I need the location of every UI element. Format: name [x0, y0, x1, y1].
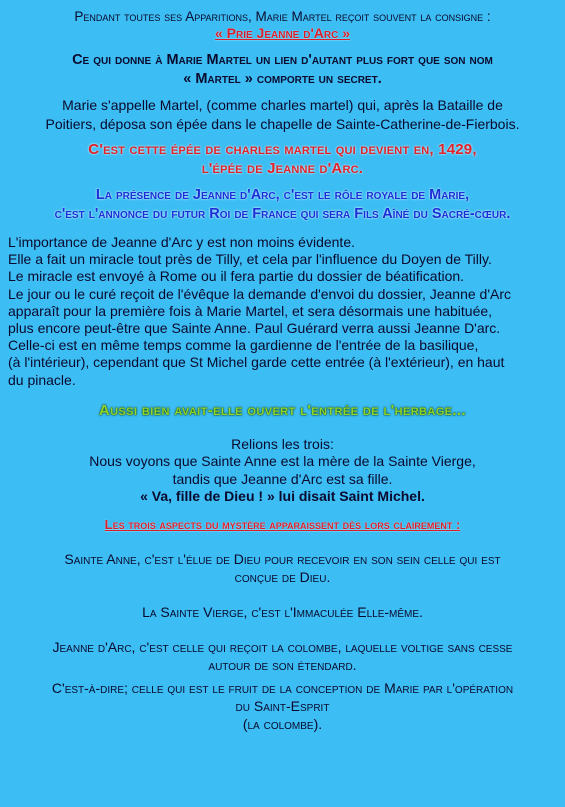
jeanne-block: [8, 638, 557, 674]
body-line: plus encore peut-être que Sainte Anne. Paul Guérard verra aussi Jeanne D'arc.: [8, 320, 501, 337]
body-line: Elle a fait un miracle tout près de Tilly, et cela par l'influence du Doyen de Tilly.: [8, 251, 492, 268]
body-line: Le miracle est envoyé à Rome ou il fera partie du dossier de béatification.: [8, 268, 465, 285]
sainte-anne-block: [8, 550, 557, 586]
martel-block: [8, 96, 557, 134]
martel-line-1: Marie s'appelle Martel, (comme charles martel) qui, après la Bataille de: [62, 97, 503, 113]
epee-heading: [8, 140, 557, 178]
body-line: du pinacle.: [8, 371, 76, 388]
body-line: apparaît pour la première fois à Marie Martel, et sera désormais une habituée,: [8, 302, 493, 319]
vierge-block: [8, 603, 557, 621]
relions-line-1: Relions les trois:: [231, 435, 334, 452]
body-line: Le jour ou le curé reçoit de l'évêque la demande d'envoi du dossier, Jeanne d'Arc: [8, 285, 512, 302]
vierge-line: La Sainte Vierge, c'est l'Immaculée Elle-même.: [142, 603, 423, 620]
body-paragraph: [8, 234, 557, 389]
relions-line-3: tandis que Jeanne d'Arc est sa fille.: [172, 470, 393, 487]
relions-line-2: Nous voyons que Sainte Anne est la mère de la Sainte Vierge,: [89, 453, 476, 470]
presence-line-1: La présence de Jeanne d'Arc, c'est le rôle royale de Marie,: [95, 187, 470, 203]
intro-line: Pendant toutes ses Apparitions, Marie Martel reçoit souvent la consigne :: [74, 9, 491, 24]
prie-jeanne-heading: « Prie Jeanne d'Arc »: [214, 25, 351, 41]
lien-line-1: Ce qui donne à Marie Martel un lien d'autant plus fort que son nom: [72, 52, 493, 68]
presence-heading: [8, 186, 557, 224]
presence-line-2: c'est l'annonce du futur Roi de France qui sera Fils Aîné du Sacré-cœur.: [54, 206, 511, 222]
body-line: Celle-ci est en même temps comme la gardienne de l'entrée de la basilique,: [8, 337, 479, 354]
herbage-heading: Aussi bien avait-elle ouvert l'entrée de l'herbage...: [98, 401, 467, 419]
body-line: L'importance de Jeanne d'Arc y est non moins évidente.: [8, 234, 355, 250]
martel-line-2: Poitiers, déposa son épée dans le chapelle de Sainte-Catherine-de-Fierbois.: [45, 116, 520, 132]
body-line: (à l'intérieur), cependant que St Michel garde cette entrée (à l'extérieur), en haut: [8, 354, 505, 371]
conception-line-2: du Saint-Esprit: [235, 697, 330, 714]
conception-block: [8, 679, 557, 733]
aspects-heading: Les trois aspects du mystère apparaissent dès lors clairement :: [104, 516, 461, 532]
sainte-anne-line-1: Sainte Anne, c'est l'élue de Dieu pour recevoir en son sein celle qui est: [64, 550, 501, 567]
intro-block: [8, 8, 557, 42]
lien-line-2: « Martel » comporte un secret.: [183, 71, 382, 87]
relions-quote: « Va, fille de Dieu ! » lui disait Saint Michel.: [140, 488, 425, 505]
lien-block: [8, 51, 557, 89]
epee-line-1: C'est cette épée de charles martel qui devient en, 1429,: [88, 141, 477, 158]
conception-line-1: C'est-à-dire; celle qui est le fruit de la conception de Marie par l'opération: [51, 679, 514, 696]
relions-block: [8, 436, 557, 506]
jeanne-line-1: Jeanne d'Arc, c'est celle qui reçoit la colombe, laquelle voltige sans cesse: [52, 638, 513, 655]
jeanne-line-2: autour de son étendard.: [208, 656, 357, 673]
sainte-anne-line-2: conçue de Dieu.: [234, 568, 331, 585]
epee-line-2: l'épée de Jeanne d'Arc.: [201, 160, 364, 177]
conception-line-3: (la colombe).: [242, 715, 323, 732]
